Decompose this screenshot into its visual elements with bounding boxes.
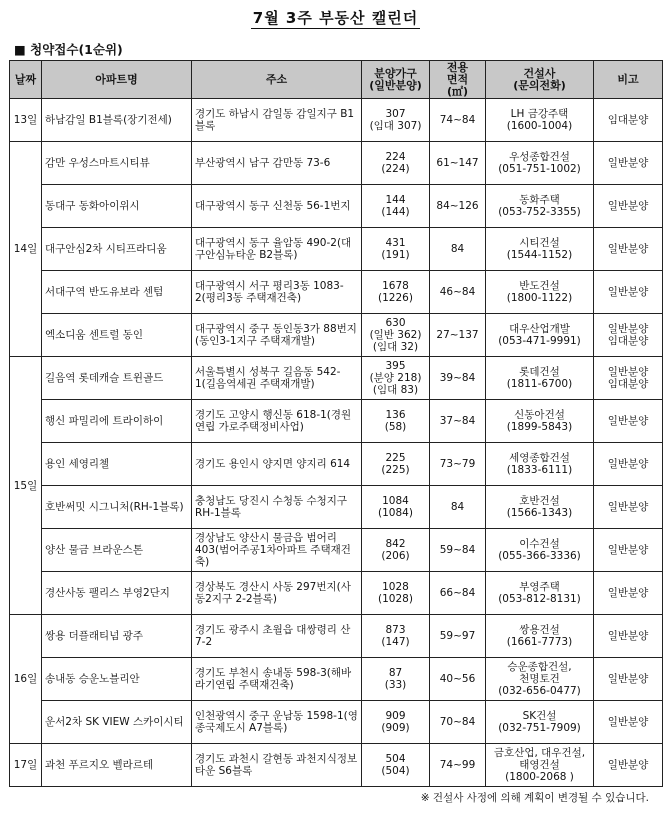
date-cell: 17일 xyxy=(10,744,42,787)
area-cell: 37~84 xyxy=(430,400,486,443)
note-cell: 일반분양 xyxy=(594,142,663,185)
builder-cell: SK건설 (032-751-7909) xyxy=(486,701,594,744)
units-cell: 873 (147) xyxy=(362,615,430,658)
address: 경기도 용인시 양지면 양지리 614 xyxy=(192,443,362,486)
units-cell: 225 (225) xyxy=(362,443,430,486)
table-row xyxy=(10,744,663,787)
apt-name: 서대구역 반도유보라 센텀 xyxy=(42,271,192,314)
table-row xyxy=(10,658,663,701)
area-cell: 84~126 xyxy=(430,185,486,228)
apt-name: 호반써밋 시그니처(RH-1블록) xyxy=(42,486,192,529)
note-cell: 일반분양 xyxy=(594,615,663,658)
header-note: 비고 xyxy=(594,61,663,99)
header-builder: 건설사 (문의전화) xyxy=(486,61,594,99)
units-cell: 144 (144) xyxy=(362,185,430,228)
address: 경기도 하남시 감일동 감일지구 B1블록 xyxy=(192,99,362,142)
apt-name: 용인 세영리첼 xyxy=(42,443,192,486)
builder-cell: 부영주택 (053-812-8131) xyxy=(486,572,594,615)
area-cell: 59~84 xyxy=(430,529,486,572)
note-cell: 일반분양 xyxy=(594,529,663,572)
address: 경상북도 경산시 사동 297번지(사동2지구 2-2블록) xyxy=(192,572,362,615)
area-cell: 40~56 xyxy=(430,658,486,701)
note-cell: 일반분양 xyxy=(594,400,663,443)
builder-cell: 동화주택 (053-752-3355) xyxy=(486,185,594,228)
note-cell: 일반분양 xyxy=(594,228,663,271)
area-cell: 27~137 xyxy=(430,314,486,357)
table-row xyxy=(10,615,663,658)
area-cell: 70~84 xyxy=(430,701,486,744)
area-cell: 74~84 xyxy=(430,99,486,142)
table-row xyxy=(10,228,663,271)
apt-name: 과천 푸르지오 벨라르테 xyxy=(42,744,192,787)
units-cell: 224 (224) xyxy=(362,142,430,185)
table-row xyxy=(10,486,663,529)
address: 경기도 고양시 행신동 618-1(경원연립 가로주택정비사업) xyxy=(192,400,362,443)
builder-cell: 세영종합건설 (1833-6111) xyxy=(486,443,594,486)
units-cell: 87 (33) xyxy=(362,658,430,701)
builder-cell: 이수건설 (055-366-3336) xyxy=(486,529,594,572)
builder-cell: 신동아건설 (1899-5843) xyxy=(486,400,594,443)
table-row xyxy=(10,185,663,228)
title-area xyxy=(0,0,671,36)
area-cell: 84 xyxy=(430,228,486,271)
builder-cell: LH 금강주택 (1600-1004) xyxy=(486,99,594,142)
builder-cell: 롯데건설 (1811-6700) xyxy=(486,357,594,400)
footnote: ※ 건설사 사정에 의해 계획이 변경될 수 있습니다. xyxy=(420,792,649,804)
apt-name: 경산사동 팰리스 부영2단지 xyxy=(42,572,192,615)
apt-name: 행신 파밀리에 트라이하이 xyxy=(42,400,192,443)
table-row xyxy=(10,443,663,486)
units-cell: 504 (504) xyxy=(362,744,430,787)
header-apt: 아파트명 xyxy=(42,61,192,99)
builder-cell: 대우산업개발 (053-471-9991) xyxy=(486,314,594,357)
builder-cell: 시티건설 (1544-1152) xyxy=(486,228,594,271)
note-cell: 일반분양 xyxy=(594,658,663,701)
address: 인천광역시 중구 운남동 1598-1(영종국제도시 A7블록) xyxy=(192,701,362,744)
units-cell: 909 (909) xyxy=(362,701,430,744)
apt-name: 쌍용 더플래티넘 광주 xyxy=(42,615,192,658)
builder-cell: 쌍용건설 (1661-7773) xyxy=(486,615,594,658)
note-cell: 일반분양 xyxy=(594,185,663,228)
header-date: 날짜 xyxy=(10,61,42,99)
table-row xyxy=(10,701,663,744)
area-cell: 46~84 xyxy=(430,271,486,314)
area-cell: 73~79 xyxy=(430,443,486,486)
apt-name: 양산 물금 브라운스톤 xyxy=(42,529,192,572)
address: 대구광역시 동구 신천동 56-1번지 xyxy=(192,185,362,228)
apt-name: 감만 우성스마트시티뷰 xyxy=(42,142,192,185)
address: 대구광역시 동구 율암동 490-2(대구안심뉴타운 B2블록) xyxy=(192,228,362,271)
date-cell: 16일 xyxy=(10,615,42,744)
page-title: 7월 3주 부동산 캘린더 xyxy=(252,9,419,27)
address: 충청남도 당진시 수청동 수청지구 RH-1블록 xyxy=(192,486,362,529)
address: 대구광역시 서구 평리3동 1083-2(평리3동 주택재건축) xyxy=(192,271,362,314)
apt-name: 길음역 롯데캐슬 트윈골드 xyxy=(42,357,192,400)
apt-name: 하남감일 B1블록(장기전세) xyxy=(42,99,192,142)
table-header-row xyxy=(10,61,663,99)
apt-name: 엑소디움 센트럴 동인 xyxy=(42,314,192,357)
builder-cell: 금호산업, 대우건설, 태영건설 (1800-2068 ) xyxy=(486,744,594,787)
builder-cell: 승운종합건설, 천명토건 (032-656-0477) xyxy=(486,658,594,701)
apt-name: 운서2차 SK VIEW 스카이시티 xyxy=(42,701,192,744)
table-row xyxy=(10,99,663,142)
note-cell: 일반분양 xyxy=(594,271,663,314)
units-cell: 431 (191) xyxy=(362,228,430,271)
date-cell: 15일 xyxy=(10,357,42,615)
address: 부산광역시 남구 감만동 73-6 xyxy=(192,142,362,185)
address: 대구광역시 중구 동인동3가 88번지(동인3-1지구 주택재개발) xyxy=(192,314,362,357)
area-cell: 66~84 xyxy=(430,572,486,615)
calendar-table xyxy=(9,60,663,787)
area-cell: 59~97 xyxy=(430,615,486,658)
apt-name: 동대구 동화아이위시 xyxy=(42,185,192,228)
address: 서울특별시 성북구 길음동 542-1(길음역세권 주택재개발) xyxy=(192,357,362,400)
note-cell: 일반분양 임대분양 xyxy=(594,314,663,357)
note-cell: 일반분양 xyxy=(594,744,663,787)
builder-cell: 반도건설 (1800-1122) xyxy=(486,271,594,314)
units-cell: 307 (임대 307) xyxy=(362,99,430,142)
area-cell: 74~99 xyxy=(430,744,486,787)
table-row xyxy=(10,529,663,572)
units-cell: 1028 (1028) xyxy=(362,572,430,615)
note-cell: 일반분양 xyxy=(594,486,663,529)
apt-name: 송내동 승운노블리안 xyxy=(42,658,192,701)
note-cell: 일반분양 xyxy=(594,443,663,486)
apt-name: 대구안심2차 시티프라디움 xyxy=(42,228,192,271)
note-cell: 일반분양 xyxy=(594,701,663,744)
units-cell: 842 (206) xyxy=(362,529,430,572)
date-cell: 13일 xyxy=(10,99,42,142)
area-cell: 84 xyxy=(430,486,486,529)
address: 경상남도 양산시 물금읍 범어리 403(범어주공1차아파트 주택재건축) xyxy=(192,529,362,572)
area-cell: 61~147 xyxy=(430,142,486,185)
table-row xyxy=(10,271,663,314)
units-cell: 630 (일반 362) (임대 32) xyxy=(362,314,430,357)
units-cell: 1678 (1226) xyxy=(362,271,430,314)
note-cell: 임대분양 xyxy=(594,99,663,142)
note-cell: 일반분양 xyxy=(594,572,663,615)
table-row xyxy=(10,314,663,357)
table-row xyxy=(10,142,663,185)
units-cell: 1084 (1084) xyxy=(362,486,430,529)
area-cell: 39~84 xyxy=(430,357,486,400)
builder-cell: 우성종합건설 (051-751-1002) xyxy=(486,142,594,185)
header-area: 전용 면적 (㎡) xyxy=(430,61,486,99)
units-cell: 136 (58) xyxy=(362,400,430,443)
address: 경기도 부천시 송내동 598-3(해바라기연립 주택재건축) xyxy=(192,658,362,701)
table-row xyxy=(10,400,663,443)
address: 경기도 과천시 갈현동 과천지식정보타운 S6블록 xyxy=(192,744,362,787)
note-cell: 일반분양 임대분양 xyxy=(594,357,663,400)
section-title: ■ 청약접수(1순위) xyxy=(14,42,123,57)
units-cell: 395 (분양 218) (임대 83) xyxy=(362,357,430,400)
date-cell: 14일 xyxy=(10,142,42,357)
table-row xyxy=(10,357,663,400)
header-units: 분양가구 (일반분양) xyxy=(362,61,430,99)
table-row xyxy=(10,572,663,615)
address: 경기도 광주시 초월읍 대쌍령리 산7-2 xyxy=(192,615,362,658)
header-addr: 주소 xyxy=(192,61,362,99)
builder-cell: 호반건설 (1566-1343) xyxy=(486,486,594,529)
